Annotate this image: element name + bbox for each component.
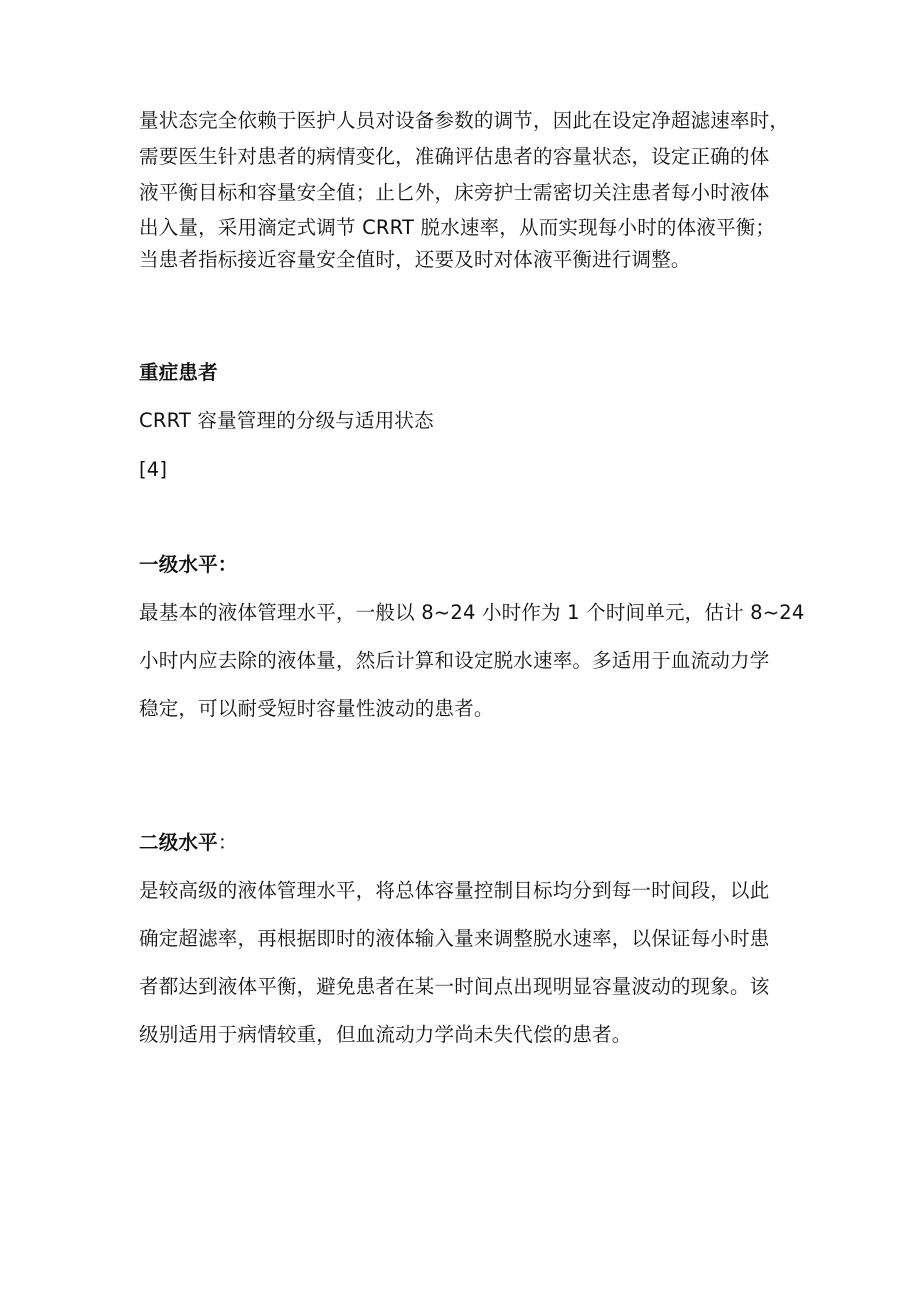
intro-line-2: 需要医生针对患者的病情变化，准确评估患者的容量状态，设定正确的体 [139,145,770,168]
intro-line-3: 液平衡目标和容量安全值；止匕外，床旁护士需密切关注患者每小时液体 [139,181,770,204]
level2-line-3: 者都达到液体平衡，避免患者在某一时间点出现明显容量波动的现象。该 [139,975,770,998]
level1-line-3: 稳定，可以耐受短时容量性波动的患者。 [139,697,494,720]
section-subtitle: CRRT 容量管理的分级与适用状态 [139,409,434,432]
level2-line-2: 确定超滤率，再根据即时的液体输入量来调整脱水速率，以保证每小时患 [139,927,770,950]
intro-line-5: 当患者指标接近容量安全值时，还要及时对体液平衡进行调整。 [139,248,691,271]
intro-line-1: 量状态完全依赖于医护人员对设备参数的调节，因此在设定净超滤速率时， [139,109,790,132]
level2-heading-row [139,829,238,857]
level1-heading: 一级水平： [139,553,238,576]
level1-line-1: 最基本的液体管理水平，一般以 8~24 小时作为 1 个时间单元，估计 8~24 [139,601,805,624]
level2-line-1: 是较高级的液体管理水平，将总体容量控制目标均分到每一时间段，以此 [139,879,770,902]
level2-heading: 二级水平 [139,831,218,854]
intro-line-4: 出入量，采用滴定式调节 CRRT 脱水速率，从而实现每小时的体液平衡； [139,216,776,239]
reference-marker: [4] [139,458,168,481]
level2-line-4: 级别适用于病情较重，但血流动力学尚未失代偿的患者。 [139,1023,632,1046]
level1-line-2: 小时内应去除的液体量，然后计算和设定脱水速率。多适用于血流动力学 [139,649,770,672]
level2-heading-colon: ： [217,831,238,854]
section-heading: 重症患者 [139,361,218,384]
